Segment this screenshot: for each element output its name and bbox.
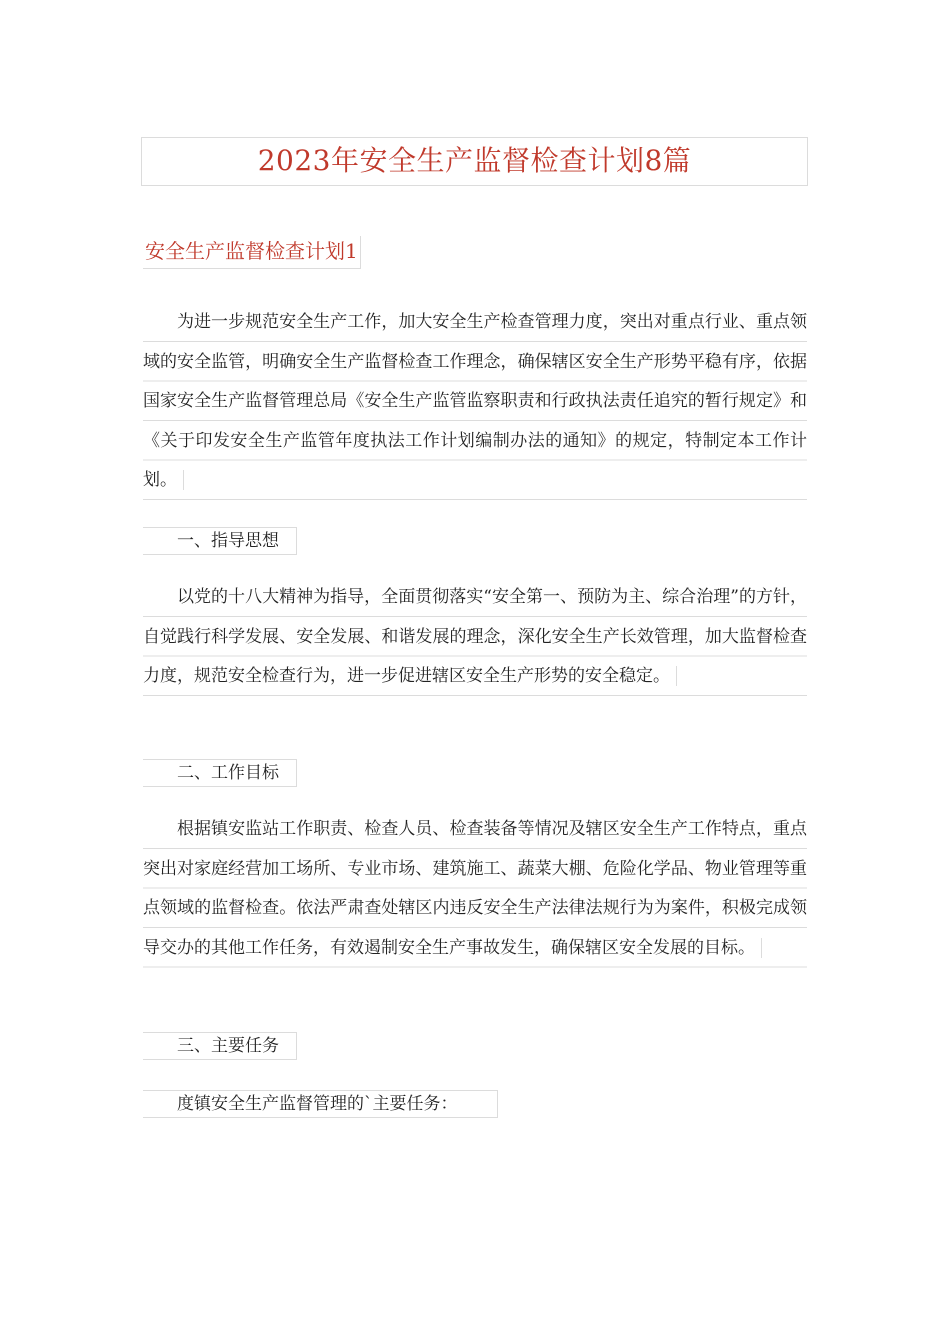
heading-main-tasks — [143, 1032, 297, 1060]
main-tasks-text: 度镇安全生产监督管理的`主要任务： — [177, 1094, 458, 1114]
work-goals-paragraph — [143, 810, 807, 968]
main-tasks-paragraph — [143, 1090, 498, 1118]
subtitle-frame — [143, 236, 361, 269]
guiding-thought-paragraph — [143, 578, 807, 697]
heading-main-tasks-text: 三、主要任务 — [177, 1036, 279, 1056]
guiding-thought-text: 以党的十八大精神为指导，全面贯彻落实“安全第一、预防为主、综合治理”的方针，自觉践行科学发展、安全发展、和谐发展的理念，深化安全生产长效管理，加大监督检查力度，规范安全检查行为，进一步促进辖区安全生产形势的安全稳定。 — [143, 587, 807, 686]
intro-paragraph — [143, 303, 807, 501]
document-title: 2023年安全生产监督检查计划8篇 — [257, 144, 692, 177]
paragraph-end-mark — [670, 666, 677, 686]
paragraph-end-mark — [177, 470, 184, 490]
heading-work-goals — [143, 759, 297, 787]
work-goals-text: 根据镇安监站工作职责、检查人员、检查装备等情况及辖区安全生产工作特点，重点突出对家庭经营加工场所、专业市场、建筑施工、蔬菜大棚、危险化学品、物业管理等重点领域的监督检查。依法严肃查处辖区内违反安全生产法律法规行为为案件，积极完成领导交办的其他工作任务，有效遏制安全生产事故发生，确保辖区安全发展的目标。 — [143, 819, 807, 958]
paragraph-end-mark — [755, 938, 762, 958]
heading-guiding-thought — [143, 527, 297, 555]
heading-guiding-thought-text: 一、指导思想 — [177, 531, 279, 551]
intro-text: 为进一步规范安全生产工作，加大安全生产检查管理力度，突出对重点行业、重点领域的安全监管，明确安全生产监督检查工作理念，确保辖区安全生产形势平稳有序，依据国家安全生产监督管理总局《安全生产监管监察职责和行政执法责任追究的暂行规定》和《关于印发安全生产监管年度执法工作计划编制办法的通知》的规定，特制定本工作计划。 — [143, 312, 807, 490]
title-frame — [141, 137, 808, 186]
heading-work-goals-text: 二、工作目标 — [177, 763, 279, 783]
section-title: 安全生产监督检查计划1 — [145, 239, 358, 263]
